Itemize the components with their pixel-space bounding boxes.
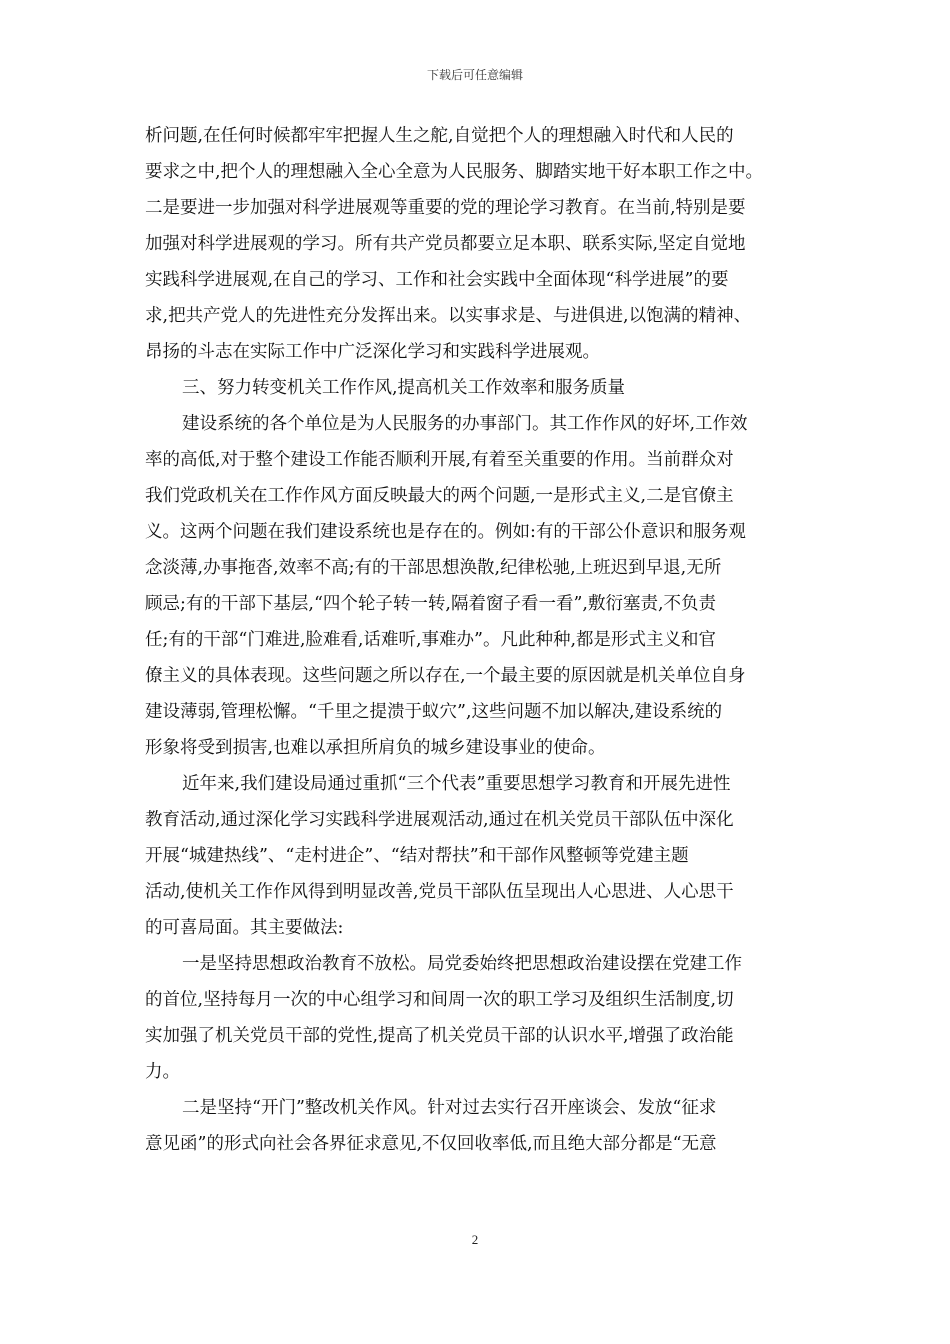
text-line: 实加强了机关党员干部的党性,提高了机关党员干部的认识水平,增强了政治能 — [145, 1026, 734, 1046]
text-line: 力。 — [145, 1062, 180, 1082]
text-line: 近年来,我们建设局通过重抓“三个代表”重要思想学习教育和开展先进性 — [182, 774, 731, 794]
text-line: 教育活动,通过深化学习实践科学进展观活动,通过在机关党员干部队伍中深化 — [145, 810, 734, 830]
text-line: 念淡薄,办事拖沓,效率不高;有的干部思想涣散,纪律松驰,上班迟到早退,无所 — [145, 558, 722, 578]
text-line: 开展“城建热线”、“走村进企”、“结对帮扶”和干部作风整顿等党建主题 — [145, 846, 689, 866]
text-line: 二是要进一步加强对科学进展观等重要的党的理论学习教育。在当前,特别是要 — [145, 198, 746, 218]
text-line: 义。这两个问题在我们建设系统也是存在的。例如:有的干部公仆意识和服务观 — [145, 522, 746, 542]
text-line: 一是坚持思想政治教育不放松。局党委始终把思想政治建设摆在党建工作 — [182, 954, 742, 974]
text-line: 析问题,在任何时候都牢牢把握人生之舵,自觉把个人的理想融入时代和人民的 — [145, 126, 734, 146]
text-line: 顾忌;有的干部下基层,“四个轮子转一转,隔着窗子看一看”,敷衍塞责,不负责 — [145, 594, 717, 614]
text-line: 求,把共产党人的先进性充分发挥出来。以实事求是、与进俱进,以饱满的精神、 — [145, 306, 752, 326]
text-line: 的首位,坚持每月一次的中心组学习和间周一次的职工学习及组织生活制度,切 — [145, 990, 734, 1010]
text-line: 意见函”的形式向社会各界征求意见,不仅回收率低,而且绝大部分都是“无意 — [145, 1134, 717, 1154]
text-line: 要求之中,把个人的理想融入全心全意为人民服务、脚踏实地干好本职工作之中。 — [145, 162, 764, 182]
document-body — [145, 118, 805, 1162]
page-number: 2 — [471, 1232, 479, 1247]
text-line: 加强对科学进展观的学习。所有共产党员都要立足本职、联系实际,坚定自觉地 — [145, 234, 746, 254]
text-line: 活动,使机关工作作风得到明显改善,党员干部队伍呈现出人心思进、人心思干 — [145, 882, 734, 902]
page-header: 下载后可任意编辑 — [426, 68, 523, 82]
text-line: 僚主义的具体表现。这些问题之所以存在,一个最主要的原因就是机关单位自身 — [145, 666, 746, 686]
text-line: 的可喜局面。其主要做法: — [145, 918, 344, 938]
text-line: 建设薄弱,管理松懈。“千里之提溃于蚁穴”,这些问题不加以解决,建设系统的 — [145, 702, 723, 722]
text-line: 率的高低,对于整个建设工作能否顺利开展,有着至关重要的作用。当前群众对 — [145, 450, 734, 470]
section-heading: 三、努力转变机关工作作风,提高机关工作效率和服务质量 — [182, 378, 626, 398]
text-line: 形象将受到损害,也难以承担所肩负的城乡建设事业的使命。 — [145, 738, 606, 758]
text-line: 实践科学进展观,在自己的学习、工作和社会实践中全面体现“科学进展”的要 — [145, 270, 729, 290]
text-line: 昂扬的斗志在实际工作中广泛深化学习和实践科学进展观。 — [145, 342, 600, 362]
text-line: 建设系统的各个单位是为人民服务的办事部门。其工作作风的好坏,工作效 — [182, 414, 748, 434]
text-line: 二是坚持“开门”整改机关作风。针对过去实行召开座谈会、发放“征求 — [182, 1098, 717, 1118]
text-line: 我们党政机关在工作作风方面反映最大的两个问题,一是形式主义,二是官僚主 — [145, 486, 734, 506]
text-line: 任;有的干部“门难进,脸难看,话难听,事难办”。凡此种种,都是形式主义和官 — [145, 630, 717, 650]
